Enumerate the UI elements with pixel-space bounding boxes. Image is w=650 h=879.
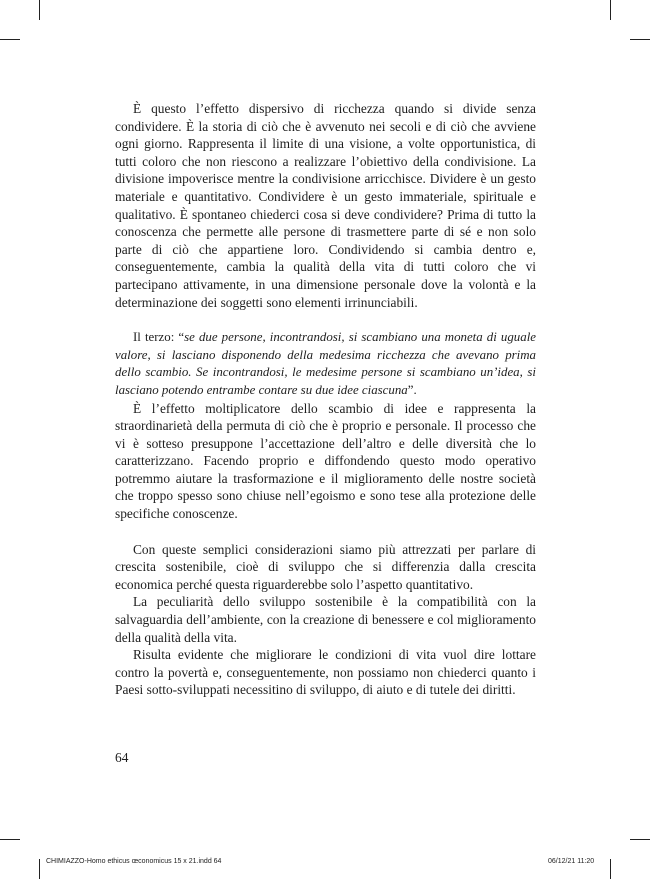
paragraph-5: Risulta evidente che migliorare le condizioni di vita vuol dire lottare contro la povertà e, conseguentemente, non possiamo non chiederci quanto i Paesi sotto-sviluppati necessitino di sviluppo, di aiuto e di tutele dei diritti. [115,647,536,698]
crop-mark-top-left-h [0,39,20,40]
crop-mark-top-right [610,0,611,20]
quote-text: se due persone, incontrandosi, si scambiano una moneta di uguale valore, si lasciano disponendo della medesima ricchezza che avevano prima dello scambio. Se incontrandosi, le medesime persone si scambiano un’idea, si lasciano potendo entrambe contare su due idee ciascuna [115,330,536,397]
page-number: 64 [115,750,129,765]
slug-date: 06/12/21 11:20 [548,858,595,865]
quote-lead: Il terzo: “ [133,330,185,345]
crop-mark-bottom-right-h [630,839,650,840]
quote-paragraph [115,329,536,399]
crop-mark-bottom-left [39,859,40,879]
crop-mark-bottom-right [610,859,611,879]
slug-filename: CHIMIAZZO-Homo ethicus œconomicus 15 x 21.indd 64 [46,858,222,865]
crop-mark-top-left [39,0,40,20]
crop-mark-top-right-h [630,39,650,40]
body-text [115,100,536,699]
quote-tail: ”. [407,382,417,397]
crop-mark-bottom-left-h [0,839,20,840]
paragraph-1: È questo l’effetto dispersivo di ricchezza quando si divide senza condividere. È la storia di ciò che è avvenuto nei secoli e di ciò che avviene ogni giorno. Rappresenta il limite di una visione, a volte opportunistica, di tutti coloro che non riescono a realizzare l’obiettivo della condivisione. La divisione impoverisce mentre la condivisione arricchisce. Dividere è un gesto materiale e quantitativo. Condividere è un gesto immateriale, spirituale e qualitativo. È spontaneo chiederci cosa si deve condividere? Prima di tutto la conoscenza che permette alle persone di trasmettere parte di sé e non solo parte di ciò che appartiene loro. Condividendo si cambia dentro e, conseguentemente, cambia la qualità della vita di tutti coloro che vi partecipano attivamente, in una dimensione personale dove la volontà e la determinazione dei soggetti sono elementi irrinunciabili. [115,101,536,310]
paragraph-2: È l’effetto moltiplicatore dello scambio di idee e rappresenta la straordinarietà della permuta di ciò che è proprio e personale. Il processo che vi è sotteso presuppone l’accettazione dell’altro e delle diversità che lo caratterizzano. Facendo proprio e diffondendo questo modo operativo potremmo aiutare la trasformazione e il miglioramento delle nostre società che troppo spesso sono chiuse nell’egoismo e sono tese alla protezione delle specifiche conoscenze. [115,400,536,522]
paragraph-4: La peculiarità dello sviluppo sostenibile è la compatibilità con la salvaguardia dell’ambiente, con la creazione di benessere e col miglioramento della qualità della vita. [115,594,536,645]
paragraph-3: Con queste semplici considerazioni siamo più attrezzati per parlare di crescita sostenibile, cioè di sviluppo che si differenzia dalla crescita economica perché questa riguarderebbe solo l’aspetto quantitativo. [115,541,536,592]
